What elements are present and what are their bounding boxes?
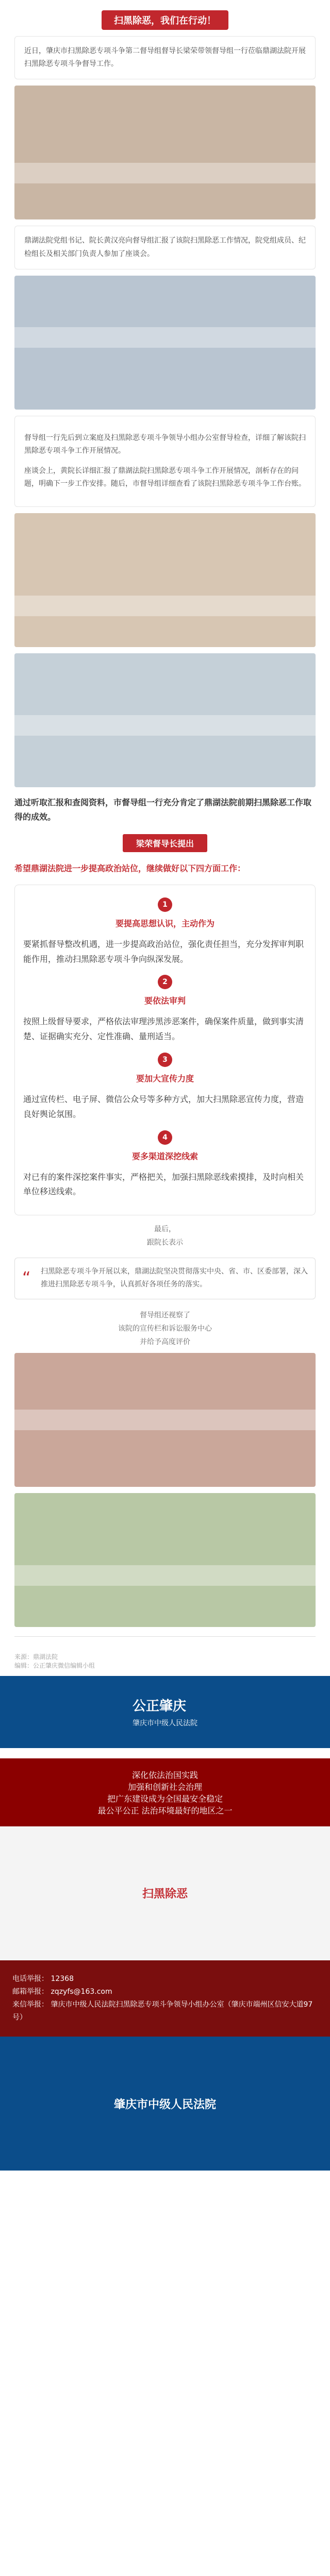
meeting-text xyxy=(14,226,316,269)
credits-source: 来源：鼎湖法院 xyxy=(14,1653,58,1660)
photo-garden xyxy=(14,1565,316,1586)
footer-banner xyxy=(0,1676,330,1748)
requirements-lead xyxy=(0,861,330,876)
requirements-lead-text: 希望鼎湖法院进一步提高政治站位，继续做好以下四方面工作： xyxy=(14,863,246,874)
review-paragraph-1: 督导组一行先后到立案庭及扫黑除恶专项斗争领导小组办公室督导检查，详细了解该院扫黑除恶专项斗争工作开展情况。 xyxy=(24,433,306,455)
header-badge: 扫黑除恶，我们在行动！ xyxy=(102,10,228,30)
photo-desk xyxy=(14,596,316,616)
slogan-line-1: 深化依法治国实践 xyxy=(131,1770,198,1780)
intro-paragraph: 近日，肇庆市扫黑除恶专项斗争第二督导组督导长梁荣带领督导组一行莅临鼎湖法院开展扫黑除恶专项斗争督导工作。 xyxy=(24,47,306,69)
meeting-photo-3 xyxy=(14,513,316,647)
closing-photo-2 xyxy=(14,1493,316,1627)
meeting-photo-1 xyxy=(14,86,316,219)
meeting-photo-2 xyxy=(14,276,316,410)
footer-banner-subtitle: 肇庆市中级人民法院 xyxy=(133,1719,197,1728)
address-value: 肇庆市中级人民法院扫黑除恶专项斗争领导小组办公室（肇庆市端州区信安大道97号） xyxy=(12,2001,313,2022)
requirements-heading xyxy=(14,834,316,852)
requirement-1 xyxy=(23,897,307,967)
contact-panel xyxy=(0,1960,330,2037)
review-paragraph-2: 座谈会上，黄院长详细汇报了鼎湖法院扫黑除恶专项斗争工作开展情况，剖析存在的问题，明确下一步工作安排。随后，市督导组详细查看了该院扫黑除恶专项斗争工作台账。 xyxy=(24,467,306,488)
requirement-3-text: 通过宣传栏、电子屏、微信公众号等多种方式，加大扫黑除恶宣传力度，营造良好舆论氛围。 xyxy=(23,1094,304,1119)
requirement-1-number: 1 xyxy=(158,897,172,912)
closing-photo-1 xyxy=(14,1353,316,1487)
quote-icon: “ xyxy=(22,1268,31,1288)
credits-editor: 编辑：公正肇庆微信编辑小组 xyxy=(14,1662,95,1669)
content-divider xyxy=(14,1636,316,1637)
page-root xyxy=(0,10,330,2171)
slogan-line-2: 加强和创新社会治理 xyxy=(127,1782,202,1792)
contact-hotline xyxy=(12,1973,318,1986)
top-banner xyxy=(0,10,330,30)
review-text xyxy=(14,416,316,507)
credits xyxy=(0,1646,330,1676)
requirement-1-title: 要提高思想认识，主动作为 xyxy=(115,918,214,928)
review-paragraph-3: 通过听取汇报和查阅资料，市督导组一行充分肯定了鼎湖法院前期扫黑除恶工作取得的成效。 xyxy=(14,797,312,822)
requirement-4-text: 对已有的案件深挖案件事实，严格把关，加强扫黑除恶线索摸排，及时向相关单位移送线索。 xyxy=(23,1172,304,1197)
requirement-4-title: 要多渠道深挖线索 xyxy=(131,1151,198,1161)
email-label: 邮箱举报： xyxy=(12,1987,48,1996)
photo-wall xyxy=(14,715,316,736)
requirement-2-number: 2 xyxy=(158,975,172,989)
footer-banner-title: 公正肇庆 xyxy=(133,1699,187,1715)
footer-final-note: 肇庆市中级人民法院 xyxy=(113,2098,216,2111)
contact-address xyxy=(12,1998,318,2024)
requirement-2-text: 按照上级督导要求，严格依法审理涉黑涉恶案件，确保案件质量，做到事实清楚、证据确实充分、定性准确、量刑适当。 xyxy=(23,1016,304,1042)
requirement-4-number: 4 xyxy=(158,1130,172,1145)
requirement-2 xyxy=(23,975,307,1044)
review-summary xyxy=(0,795,330,825)
meeting-paragraph: 鼎湖法院党组书记、院长黄汉亮向督导组汇报了该院扫黑除恶工作情况，院党组成员、纪检组长及相关部门负责人参加了座谈会。 xyxy=(24,236,306,258)
closing-line-2: 该院的宣传栏和诉讼服务中心 xyxy=(118,1324,212,1333)
slogan-strip xyxy=(0,1758,330,1826)
address-label: 来信举报： xyxy=(12,2001,48,2009)
closing-line-1: 督导组还视察了 xyxy=(140,1311,190,1319)
slogan-line-4: 最公平公正 法治环境最好的地区之一 xyxy=(97,1805,233,1816)
footer-logo-title: 扫黑除恶 xyxy=(142,1888,188,1901)
footer-final-banner xyxy=(0,2037,330,2171)
hotline-label: 电话举报： xyxy=(12,1974,48,1983)
quote-box xyxy=(14,1258,316,1299)
requirements-tag: 梁荣督导长提出 xyxy=(123,834,207,852)
photo-shelf xyxy=(14,327,316,348)
quote-text: 扫黑除恶专项斗争开展以来，鼎湖法院坚决贯彻落实中央、省、市、区委部署，深入推进扫黑除恶专项斗争，认真抓好各项任务的落实。 xyxy=(41,1267,308,1289)
requirement-2-title: 要依法审判 xyxy=(144,996,186,1006)
email-value: zqzyfs@163.com xyxy=(51,1987,112,1996)
hotline-value: 12368 xyxy=(51,1974,74,1983)
contact-email xyxy=(12,1986,318,1998)
photo-table xyxy=(14,163,316,183)
requirement-3 xyxy=(23,1053,307,1122)
photo-display xyxy=(14,1410,316,1430)
closing-line-3: 并给予高度评价 xyxy=(140,1337,190,1346)
requirement-3-title: 要加大宣传力度 xyxy=(136,1074,194,1084)
last-subtitle: 跟院长表示 xyxy=(147,1239,183,1247)
requirement-1-text: 要紧抓督导整改机遇，进一步提高政治站位，强化责任担当，充分发挥审判职能作用，推动扫黑除恶专项斗争向纵深发展。 xyxy=(23,939,304,964)
meeting-photo-4 xyxy=(14,653,316,787)
intro-text xyxy=(14,36,316,79)
footer-logo xyxy=(0,1826,330,1960)
requirement-3-number: 3 xyxy=(158,1053,172,1067)
requirement-4 xyxy=(23,1130,307,1200)
requirements-card xyxy=(14,885,316,1215)
slogan-line-3: 把广东建设成为全国最安全稳定 xyxy=(107,1793,223,1804)
last-title: 最后， xyxy=(154,1225,176,1234)
